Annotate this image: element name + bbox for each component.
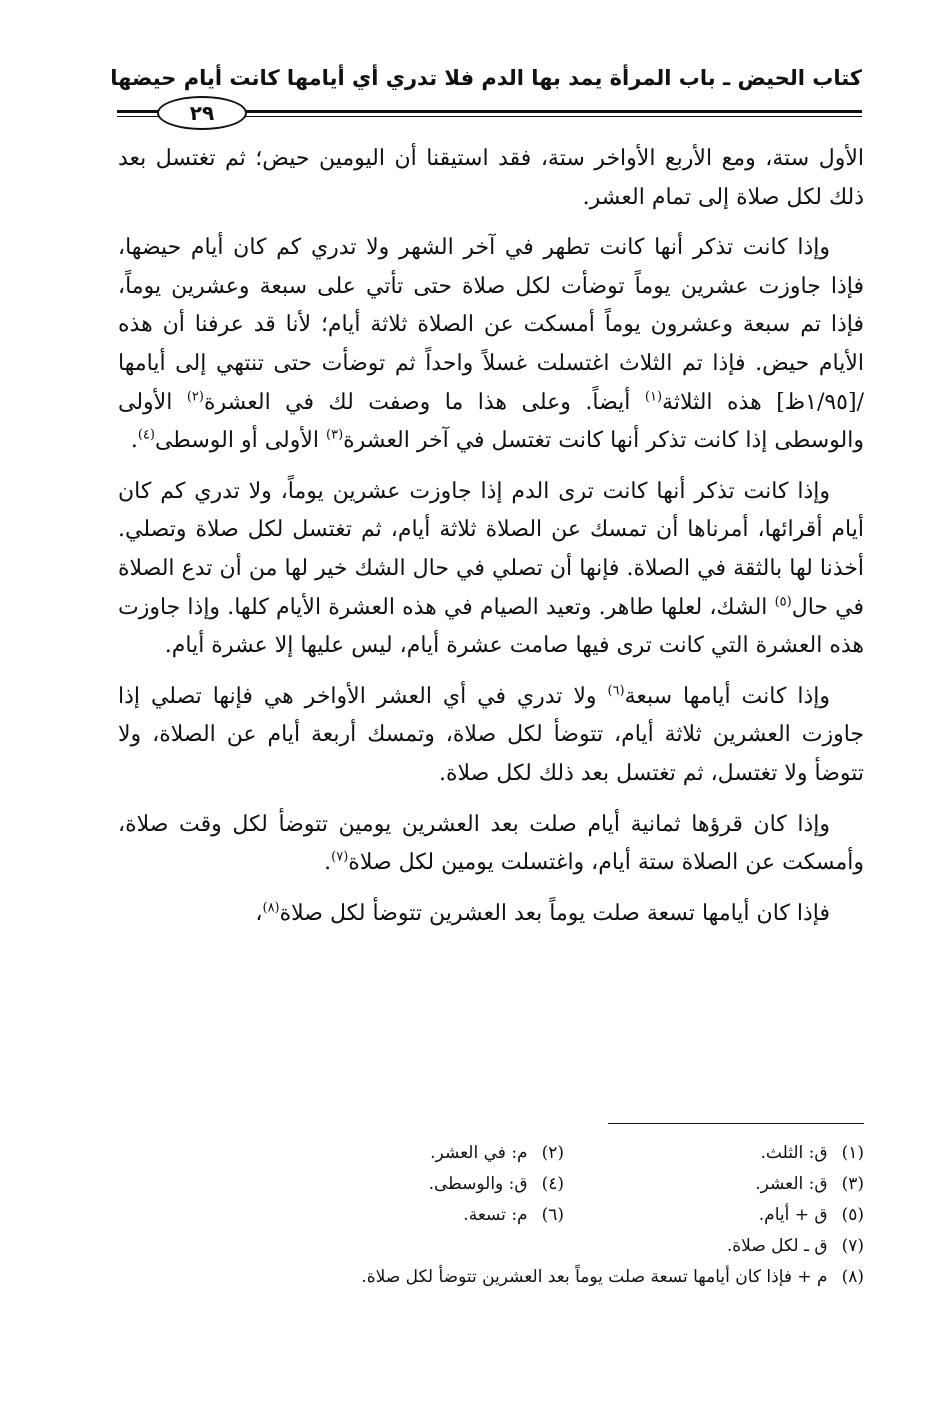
footnote-2: (٢)م: في العشر. bbox=[430, 1143, 564, 1163]
footnote-marker-1[interactable]: (١) bbox=[644, 389, 663, 405]
footnote-marker-5[interactable]: (٥) bbox=[774, 594, 792, 610]
page-number: ٢٩ bbox=[157, 96, 247, 130]
footnote-7: (٧)ق ـ لكل صلاة. bbox=[726, 1236, 864, 1256]
footnote-8: (٨)م + فإذا كان أيامها تسعة صلت يوماً بعد العشرين تتوضأ لكل صلاة. bbox=[361, 1267, 864, 1287]
footnote-row bbox=[200, 1169, 864, 1200]
footnote-marker-3[interactable]: (٣) bbox=[326, 427, 344, 443]
footnote-1: (١)ق: الثلث. bbox=[760, 1143, 864, 1163]
footnote-row bbox=[200, 1262, 864, 1293]
footnote-marker-2[interactable]: (٢) bbox=[186, 389, 204, 405]
footnote-5: (٥)ق + أيام. bbox=[758, 1205, 864, 1225]
paragraph-6: فإذا كان أيامها تسعة صلت يوماً بعد العشرين تتوضأ لكل صلاة$^{(٨)}$، bbox=[255, 900, 830, 926]
footnote-marker-8[interactable]: (٨) bbox=[262, 900, 280, 916]
chapter-title: كتاب الحيض ـ باب المرأة يمد بها الدم فلا تدري أي أيامها كانت أيام حيضها bbox=[110, 66, 862, 90]
footnote-row bbox=[200, 1138, 864, 1169]
footnote-6: (٦)م: تسعة. bbox=[463, 1205, 564, 1225]
paragraph-3: وإذا كانت تذكر أنها كانت ترى الدم إذا جاوزت عشرين يوماً، ولا تدري كم كان أيام أقرائها، أمرناها أن تمسك عن الصلاة ثلاثة أيام، ثم تغتسل لكل صلاة وتصلي. أخذنا لها بالثقة في الصلاة. فإنها أن تصلي في حال الشك خير لها من أن تدع الصلاة في حال$^{(٥)}$ الشك، لعلها طاهر. وتعيد الصيام في هذه العشرة الأيام كلها. وإذا جاوزت هذه العشرة التي كانت ترى فيها صامت عشرة أيام، ليس عليها إلا عشرة أيام. bbox=[118, 478, 864, 659]
footnote-marker-4[interactable]: (٤) bbox=[137, 427, 155, 443]
footnote-row bbox=[200, 1200, 864, 1231]
paragraph-1: الأول ستة، ومع الأربع الأواخر ستة، فقد استيقنا أن اليومين حيض؛ ثم تغتسل بعد ذلك لكل صلاة إلى تمام العشر. bbox=[118, 146, 864, 210]
footnotes bbox=[200, 1138, 864, 1293]
footnote-separator bbox=[608, 1123, 864, 1124]
running-header bbox=[110, 62, 862, 125]
footnote-marker-7[interactable]: (٧) bbox=[331, 849, 349, 865]
footnote-marker-6[interactable]: (٦) bbox=[607, 683, 625, 699]
paragraph-4: وإذا كانت أيامها سبعة$^{(٦)}$ ولا تدري في أي العشر الأواخر هي فإنها تصلي إذا جاوزت العشرين ثلاثة أيام، تتوضأ لكل صلاة، وتمسك أربعة أيام عن الصلاة، ولا تتوضأ ولا تغتسل، ثم تغتسل بعد ذلك لكل صلاة. bbox=[118, 683, 864, 786]
footnote-4: (٤)ق: والوسطى. bbox=[428, 1174, 564, 1194]
paragraph-5: وإذا كان قرؤها ثمانية أيام صلت بعد العشرين يومين تتوضأ لكل وقت صلاة، وأمسكت عن الصلاة ستة أيام، واغتسلت يومين لكل صلاة$^{(٧)}$. bbox=[118, 811, 864, 876]
footnote-3: (٣)ق: العشر. bbox=[755, 1174, 864, 1194]
main-text bbox=[118, 140, 864, 945]
footnote-row bbox=[200, 1231, 864, 1262]
paragraph-2: وإذا كانت تذكر أنها كانت تطهر في آخر الشهر ولا تدري كم كان أيام حيضها، فإذا جاوزت عشرين يوماً توضأت لكل صلاة حتى تأتي على سبعة وعشرين يوماً، فإذا تم سبعة وعشرون يوماً أمسكت عن الصلاة ثلاثة أيام؛ لأنا قد عرفنا أن هذه الأيام حيض. فإذا تم الثلاث اغتسلت غسلاً واحداً ثم توضأت حتى تنتهي إلى أيامها /[١/٩٥ظ] هذه الثلاثة$^{(١)}$ أيضاً. وعلى هذا ما وصفت لك في العشرة$^{(٢)}$ الأولى والوسطى إذا كانت تذكر أنها كانت تغتسل في آخر العشرة$^{(٣)}$ الأولى أو الوسطى$^{(٤)}$. bbox=[118, 235, 864, 454]
